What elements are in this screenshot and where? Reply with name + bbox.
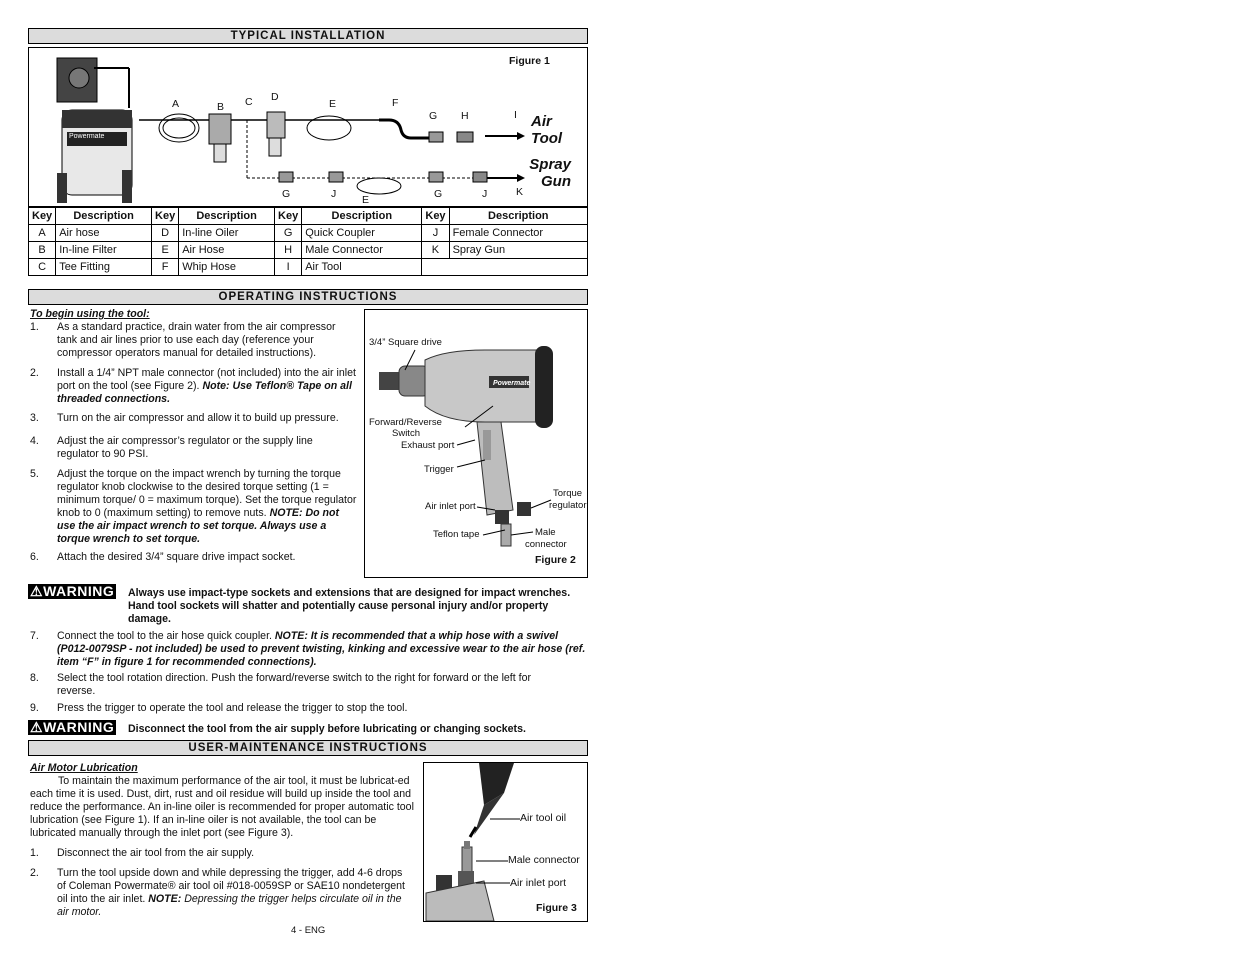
maint-step-2-note: NOTE:	[148, 893, 182, 905]
description-cell: Tee Fitting	[56, 259, 152, 276]
air-inlet-port-label: Air inlet port	[510, 877, 567, 889]
description-cell: Male Connector	[302, 242, 422, 259]
th-key: Key	[422, 208, 449, 225]
air-inlet-label: Air inlet port	[425, 501, 476, 512]
key-cell: F	[152, 259, 179, 276]
th-description: Description	[56, 208, 152, 225]
letter-k: K	[516, 186, 524, 198]
letter-f: F	[392, 97, 399, 109]
letter-g: G	[429, 110, 438, 122]
wrench-brand: Powermate	[493, 380, 531, 387]
step-2-note: Note: Use Teflon® Tape on all threaded connections.	[57, 380, 352, 405]
step-6-text: Attach the desired 3/4” square drive impact socket.	[57, 551, 296, 563]
th-description: Description	[302, 208, 422, 225]
key-cell: K	[422, 242, 449, 259]
step-number: 6.	[30, 551, 39, 563]
key-cell: E	[152, 242, 179, 259]
key-table	[28, 207, 588, 276]
figure-3-panel	[423, 762, 588, 922]
letter-j-bottom: J	[331, 188, 337, 200]
step-9-text: Press the trigger to operate the tool and release the trigger to stop the tool.	[57, 702, 408, 714]
maint-step-2-text	[57, 867, 412, 919]
page-footer: 4 - ENG	[291, 925, 326, 936]
figure-1-label: Figure 1	[509, 55, 550, 67]
key-cell: A	[29, 225, 56, 242]
description-cell: In-line Oiler	[179, 225, 275, 242]
installation-diagram	[29, 48, 587, 206]
section-header-installation: TYPICAL INSTALLATION	[28, 28, 588, 44]
figure-2-label: Figure 2	[535, 554, 576, 566]
key-cell: I	[275, 259, 302, 276]
maint-step-1-text: Disconnect the air tool from the air supply.	[57, 847, 255, 859]
letter-c: C	[245, 96, 253, 108]
letter-i: I	[514, 109, 517, 121]
empty-cell	[422, 259, 588, 276]
step-number: 1.	[30, 321, 39, 333]
step-number: 9.	[30, 702, 39, 714]
operating-subhead: To begin using the tool:	[30, 308, 150, 320]
step-1-text: As a standard practice, drain water from the air compressor tank and air lines prior to use each day (reference your compressor operators manual for detailed instructions).	[57, 321, 336, 359]
air-tool-oil-label: Air tool oil	[520, 812, 567, 824]
male-label-2: connector	[525, 539, 567, 550]
key-cell: G	[275, 225, 302, 242]
description-cell: Spray Gun	[449, 242, 587, 259]
description-cell: Air Tool	[302, 259, 422, 276]
description-cell: Air hose	[56, 225, 152, 242]
warning-badge	[28, 720, 116, 735]
square-drive-label: 3/4” Square drive	[369, 337, 442, 348]
letter-h: H	[461, 110, 469, 122]
exhaust-label: Exhaust port	[401, 440, 455, 451]
maintenance-subhead: Air Motor Lubrication	[30, 762, 138, 774]
letter-j-bottom-2: J	[482, 188, 488, 200]
step-5-note: NOTE: Do not use the air impact wrench to set torque. Always use a torque wrench to set torque.	[57, 507, 339, 545]
compressor-brand: Powermate	[69, 133, 105, 140]
section-header-operating: OPERATING INSTRUCTIONS	[28, 289, 588, 305]
description-cell: Female Connector	[449, 225, 587, 242]
th-description: Description	[179, 208, 275, 225]
letter-e: E	[329, 98, 337, 110]
male-label: Male	[535, 527, 556, 538]
description-cell: Quick Coupler	[302, 225, 422, 242]
th-key: Key	[29, 208, 56, 225]
fr-switch-label-2: Switch	[392, 428, 420, 439]
maint-step-2-note-rest: Depressing the trigger helps circulate oil in the air motor.	[57, 893, 402, 918]
male-connector-label: Male connector	[508, 854, 580, 866]
letter-a: A	[172, 98, 180, 110]
step-number: 7.	[30, 630, 39, 642]
step-7-note: NOTE: It is recommended that a whip hose with a swivel (P012-0079SP - not included) be used to prevent twisting, kinking and excessive wear to the air hose (ref. item “F” in figure 1 for recommended connections).	[57, 630, 586, 668]
key-cell: D	[152, 225, 179, 242]
teflon-label: Teflon tape	[433, 529, 480, 540]
warning-badge	[28, 584, 116, 599]
step-7-text	[57, 630, 589, 669]
description-cell: Whip Hose	[179, 259, 275, 276]
table-row	[29, 225, 588, 242]
letter-g-bottom-2: G	[434, 188, 443, 200]
key-cell: J	[422, 225, 449, 242]
compressor-illustration	[57, 58, 132, 203]
letter-b: B	[217, 101, 225, 113]
figure-3-label: Figure 3	[536, 902, 577, 914]
warning-1-text: Always use impact-type sockets and extensions that are designed for impact wrenches. Hand tool sockets will shatter and potentially cause personal injury and/or property damage.	[128, 587, 571, 625]
letter-g-bottom: G	[282, 188, 291, 200]
warning-badge-text: WARNING	[43, 583, 115, 599]
key-cell: C	[29, 259, 56, 276]
table-row	[29, 242, 588, 259]
torque-label: Torque	[553, 488, 583, 499]
step-5-text	[57, 468, 357, 546]
key-table-header	[29, 208, 588, 225]
step-2-text	[57, 367, 359, 406]
fr-switch-label: Forward/Reverse	[369, 417, 442, 428]
trigger-label: Trigger	[424, 464, 454, 475]
air-tool-label: Air Tool	[531, 113, 563, 147]
figure-2-panel	[364, 309, 588, 578]
step-2-body: Install a 1/4” NPT male connector (not included) into the air inlet port on the tool (see Figure 2).	[57, 367, 356, 392]
step-number: 8.	[30, 672, 39, 684]
th-description: Description	[449, 208, 587, 225]
figure-1-panel	[28, 47, 588, 207]
warning-2-text: Disconnect the tool from the air supply before lubricating or changing sockets.	[128, 723, 526, 735]
description-cell: Air Hose	[179, 242, 275, 259]
key-cell: H	[275, 242, 302, 259]
warning-badge-text: WARNING	[43, 719, 115, 735]
th-key: Key	[275, 208, 302, 225]
warning-icon: ⚠	[30, 719, 44, 735]
section-header-maintenance: USER-MAINTENANCE INSTRUCTIONS	[28, 740, 588, 756]
description-cell: In-line Filter	[56, 242, 152, 259]
letter-d: D	[271, 91, 279, 103]
key-cell: B	[29, 242, 56, 259]
step-number: 2.	[30, 367, 39, 379]
torque-label-2: regulator	[549, 500, 587, 511]
letter-e-bottom: E	[362, 194, 370, 206]
spray-gun-label: Spray Gun	[529, 156, 571, 190]
oil-illustration	[424, 763, 587, 921]
step-number: 5.	[30, 468, 39, 480]
step-5-body: Adjust the torque on the impact wrench by turning the torque regulator knob clockwise to the desired torque setting (1 = minimum torque/ 0 = maximum torque). Set the torque regulator knob to 0 (maximum setting) to remove nuts.	[57, 468, 357, 519]
step-number: 1.	[30, 847, 39, 859]
step-number: 3.	[30, 412, 39, 424]
table-row	[29, 259, 588, 276]
maintenance-intro: To maintain the maximum performance of the air tool, it must be lubricat-ed each time it is used. Dust, dirt, rust and oil residue will build up inside the tool and reduce the performance. An in-line oiler is recommended for proper automatic tool lubrication (see Figure 1). If an in-line oiler is not available, the tool can be lubricated manually through the inlet port (see Figure 3).	[30, 775, 414, 839]
step-8-text: Select the tool rotation direction. Push the forward/reverse switch to the right for forward or the left for reverse.	[57, 672, 532, 697]
step-number: 4.	[30, 435, 39, 447]
step-4-text: Adjust the air compressor’s regulator or the supply line regulator to 90 PSI.	[57, 435, 313, 460]
step-number: 2.	[30, 867, 39, 879]
step-3-text: Turn on the air compressor and allow it to build up pressure.	[57, 412, 339, 424]
maint-step-2-body: Turn the tool upside down and while depressing the trigger, add 4-6 drops of Coleman Powermate® air tool oil #018-0059SP or SAE10 nondetergent oil into the air inlet.	[57, 867, 406, 905]
th-key: Key	[152, 208, 179, 225]
step-7-body: Connect the tool to the air hose quick coupler.	[57, 630, 275, 642]
warning-icon: ⚠	[30, 583, 44, 599]
